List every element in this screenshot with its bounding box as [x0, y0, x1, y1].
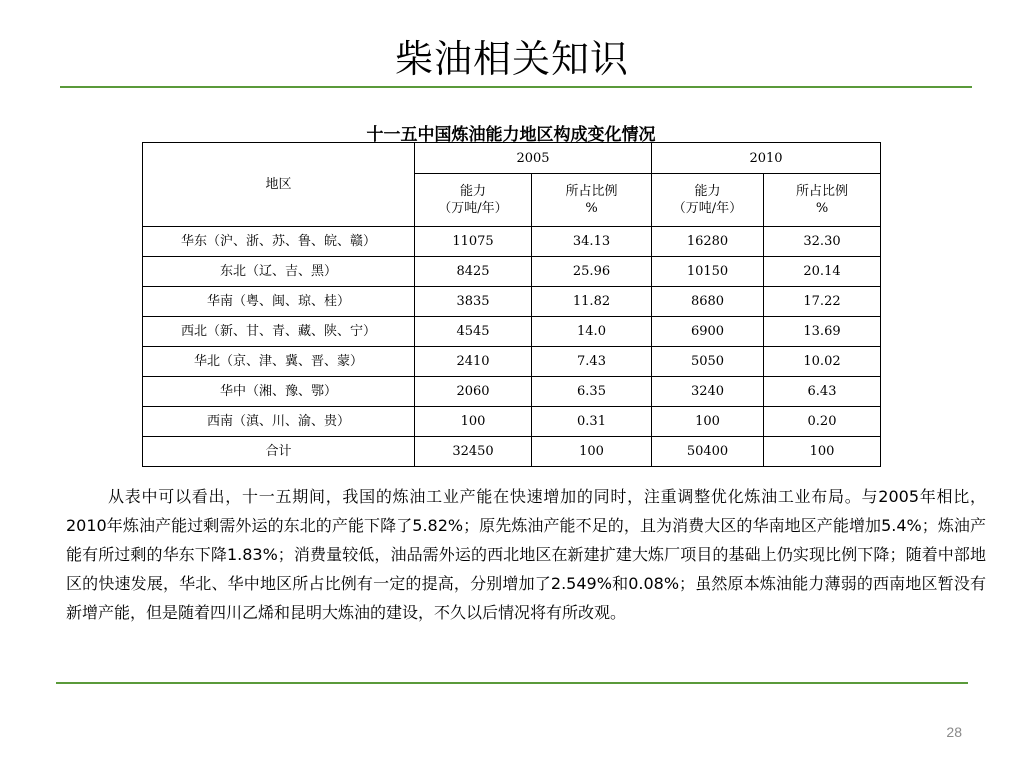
header-capacity-unit: （万吨/年）: [672, 201, 743, 216]
header-capacity-label: 能力: [694, 184, 721, 199]
cell-share-2010: 17.22: [764, 287, 881, 317]
header-year-2010: 2010: [652, 143, 881, 174]
cell-capacity-2010: 100: [652, 407, 764, 437]
header-region: 地区: [143, 143, 415, 227]
slide-title: 柴油相关知识: [394, 37, 629, 81]
cell-region: 西南（滇、川、渝、贵）: [143, 407, 415, 437]
table-row: [143, 227, 881, 257]
cell-capacity-2010: 3240: [652, 377, 764, 407]
footer-divider: [56, 682, 968, 684]
cell-share-2010: 20.14: [764, 257, 881, 287]
cell-capacity-2010: 16280: [652, 227, 764, 257]
header-capacity-unit: （万吨/年）: [438, 201, 508, 216]
cell-region: 合计: [143, 437, 415, 467]
cell-capacity-2010: 10150: [652, 257, 764, 287]
cell-capacity-2010: 8680: [652, 287, 764, 317]
table-row: [143, 257, 881, 287]
table-row: [143, 317, 881, 347]
title-divider: [60, 86, 972, 88]
cell-capacity-2010: 5050: [652, 347, 764, 377]
table-row: [143, 287, 881, 317]
cell-capacity-2005: 100: [415, 407, 532, 437]
cell-capacity-2005: 3835: [415, 287, 532, 317]
table-caption: 十一五中国炼油能力地区构成变化情况: [366, 125, 656, 145]
cell-region: 西北（新、甘、青、藏、陕、宁）: [143, 317, 415, 347]
header-year-2005: 2005: [415, 143, 652, 174]
table-row-total: [143, 437, 881, 467]
cell-share-2005: 7.43: [532, 347, 652, 377]
cell-capacity-2005: 4545: [415, 317, 532, 347]
cell-capacity-2005: 8425: [415, 257, 532, 287]
cell-capacity-2010: 6900: [652, 317, 764, 347]
cell-share-2010: 13.69: [764, 317, 881, 347]
cell-region: 华东（沪、浙、苏、鲁、皖、赣）: [143, 227, 415, 257]
cell-region: 华北（京、津、冀、晋、蒙）: [143, 347, 415, 377]
cell-capacity-2005: 2410: [415, 347, 532, 377]
cell-share-2005: 25.96: [532, 257, 652, 287]
cell-share-2010: 6.43: [764, 377, 881, 407]
refining-capacity-table: [142, 142, 881, 467]
header-share-label: 所占比例: [565, 184, 618, 199]
table-row: [143, 377, 881, 407]
cell-region: 华南（粤、闽、琼、桂）: [143, 287, 415, 317]
header-share-unit: %: [585, 201, 598, 216]
cell-share-2010: 100: [764, 437, 881, 467]
page-number: 28: [946, 724, 962, 740]
cell-region: 东北（辽、吉、黑）: [143, 257, 415, 287]
header-share-2010: [764, 174, 881, 227]
cell-share-2010: 0.20: [764, 407, 881, 437]
analysis-paragraph: 从表中可以看出，十一五期间，我国的炼油工业产能在快速增加的同时，注重调整优化炼油工业布局。与2005年相比，2010年炼油产能过剩需外运的东北的产能下降了5.82%；原先炼油产能不足的，且为消费大区的华南地区产能增加5.4%；炼油产能有所过剩的华东下降1.83%；消费量较低，油品需外运的西北地区在新建扩建大炼厂项目的基础上仍实现比例下降；随着中部地区的快速发展，华北、华中地区所占比例有一定的提高，分别增加了2.549%和0.08%；虽然原本炼油能力薄弱的西南地区暂没有新增产能，但是随着四川乙烯和昆明大炼油的建设，不久以后情况将有所改观。: [66, 487, 986, 622]
cell-share-2005: 100: [532, 437, 652, 467]
header-capacity-label: 能力: [459, 184, 486, 199]
cell-capacity-2005: 11075: [415, 227, 532, 257]
header-capacity-2005: [415, 174, 532, 227]
table-row: [143, 407, 881, 437]
table-row: [143, 347, 881, 377]
cell-region: 华中（湘、豫、鄂）: [143, 377, 415, 407]
cell-share-2005: 14.0: [532, 317, 652, 347]
header-capacity-2010: [652, 174, 764, 227]
cell-capacity-2005: 32450: [415, 437, 532, 467]
header-share-unit: %: [815, 201, 829, 216]
header-share-label: 所占比例: [795, 184, 848, 199]
cell-capacity-2010: 50400: [652, 437, 764, 467]
cell-share-2005: 6.35: [532, 377, 652, 407]
cell-share-2010: 10.02: [764, 347, 881, 377]
cell-share-2005: 11.82: [532, 287, 652, 317]
cell-capacity-2005: 2060: [415, 377, 532, 407]
cell-share-2010: 32.30: [764, 227, 881, 257]
header-share-2005: [532, 174, 652, 227]
cell-share-2005: 34.13: [532, 227, 652, 257]
cell-share-2005: 0.31: [532, 407, 652, 437]
